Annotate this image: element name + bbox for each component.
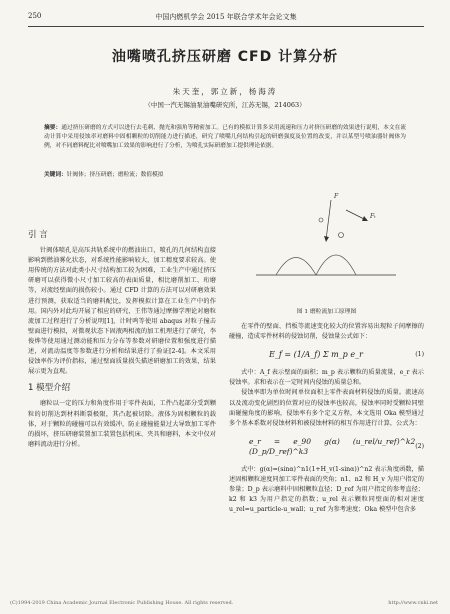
left-column xyxy=(28,230,216,450)
equation-2-number: (2) xyxy=(415,442,424,450)
figure-caption: 图 1 磨粒流加工原理图 xyxy=(296,309,357,315)
journal-title: 中国内燃机学会 2015 年联合学术年会论文集 xyxy=(155,13,297,21)
page-number: 250 xyxy=(28,12,42,20)
intro-paragraph: 针阀体喷孔是高压共轨系统中的燃油出口，喷孔的几何结构直接影响到燃油雾化状态，对系统性能影响较大，加工精度要求较高。使用传统的方法对此类小尺寸结构加工较为困难，工业生产中通过挤压研磨可以获得微小尺寸加工较高的表面质量，相比磨削加工、珩磨等，对流经壁面的损伤较小。通过 CFD 计算的方法可以对研磨效果进行预测，获取适当的磨料配比，发挥模拟计算在工业生产中的作用。国内外对此均开展了相应的研究，王伟等通过摩擦学理论对磨粒流加工过程进行了分析说明[1]，计时鸣等使用 abaqus 对粒子撞击壁面进行模拟，对微观状态下固液两相流的加工机理进行了研究，李俊烨等使用通过测动能和压力分布等参数对研磨位置和强度进行描述，对流动温度等参数进行分析和结果进行了验证[2-4]。本文采用侵蚀率作为评价指标，通过壁面质量损失描述研磨加工的效果，结果展示更为直观。 xyxy=(28,247,216,376)
equation-1-number: (1) xyxy=(415,351,424,359)
section-intro-heading: 引 言 xyxy=(28,230,48,240)
erosion-equation: E_f = (1/A_f) Σ m_p e_r xyxy=(269,350,363,360)
keywords xyxy=(44,169,406,178)
abrasive-flow-diagram xyxy=(236,180,416,305)
page-header xyxy=(28,10,424,27)
force-label-f: F xyxy=(334,193,339,200)
right-column xyxy=(229,322,424,516)
right-paragraph-3: 侵蚀率即为单位时间单位面积上零件表面材料侵蚀的质量。流速高以及流动变化剧烈的位置对应的侵蚀率也较高，侵蚀率同时受颗粒同壁面碰撞角度的影响，侵蚀率有多个定义方程，本文选用 Oka 模型通过多个基本系数对侵蚀材料和被侵蚀材料的相互作用进行计算，公式为： xyxy=(229,389,424,427)
force-label-ft: Fₜ xyxy=(370,213,376,220)
right-paragraph-2: 式中：A_f 表示壁面的面积；m_p 表示颗粒的质量流量，e_r 表示侵蚀率。求和表示在一定时间内侵蚀的质量总和。 xyxy=(229,369,424,387)
authors: 朱天奎，郭立新，杨海涛 xyxy=(172,87,278,96)
right-paragraph-4: 式中：g(α)=(sinα)^n1(1+H_v(1-sinα))^n2 表示角度函数，描述固相颗粒速度同加工零件表面的夹角；n1、n2 和 H_v 为用户指定的参量；D_p 表示磨料中固相颗粒直径；D_ref 为用户指定的参考直径；k2 和 k3 为用户指定的指数；u_rel 表示颗粒同壁面的相对速度 u_rel=u_particle-u_wall；u_ref 为参考速度；Oka 模型中包含多 xyxy=(229,466,424,514)
abstract-label: 摘要： xyxy=(44,125,62,131)
copyright-footer: (C)1994-2019 China Academic Journal Electronic Publishing House. All rights reserved. xyxy=(10,600,234,606)
keywords-label: 关键词： xyxy=(44,172,67,178)
abstract xyxy=(44,124,406,152)
section-model-heading: 1 模型介绍 xyxy=(28,383,71,394)
cnki-link[interactable]: http://www.cnki.net xyxy=(388,600,438,606)
oka-equation: e_r = e_90 g(α) (u_rel/u_ref)^k2 (D_p/D_ref)^k3 xyxy=(249,436,416,456)
model-paragraph: 磨粒以一定的压力和角度作用于零件表面，工件凸起部分受到颗粒的切削达到材料断裂极限，其凸起被切除。液体为固相颗粒的载体，对于颗粒的碰撞可以有效缓冲，防止碰撞能量过大导致加工零件的损坏，挤压研磨装置加工装置包括机床、夹具和磨料，本文中仅对磨料流动进行分析。 xyxy=(28,400,216,448)
keywords-text: 针阀体；挤压研磨；磨粒流；数值模拟 xyxy=(66,172,164,178)
right-paragraph-1: 在零件的壁面、挡板等流速变化较大的位置容易出现粒子间摩擦的碰撞，造成零件材料的侵蚀切削，侵蚀量公式如下： xyxy=(229,323,424,341)
abstract-text: 通过挤压研磨的方式可以进行去毛刺、抛光和强角等精密加工。已有的模拟计算多采用流速和压力对挤压研磨的效果进行说明，本文在流动计算中采用侵蚀率对磨料中固相颗粒的切削能力进行描述，研究了喷嘴几何结构引起的研磨强度及位置的改变，并以某型号喷油器针阀体为例，对不同磨料配比对喷嘴加工效果的影响进行了分析，为喷孔实际研磨加工提供理论依据。 xyxy=(44,125,407,150)
affiliation: （中国一汽无锡油泵油嘴研究所，江苏无锡，214063） xyxy=(144,101,306,109)
paper-title: 油嘴喷孔挤压研磨 CFD 计算分析 xyxy=(111,49,339,65)
